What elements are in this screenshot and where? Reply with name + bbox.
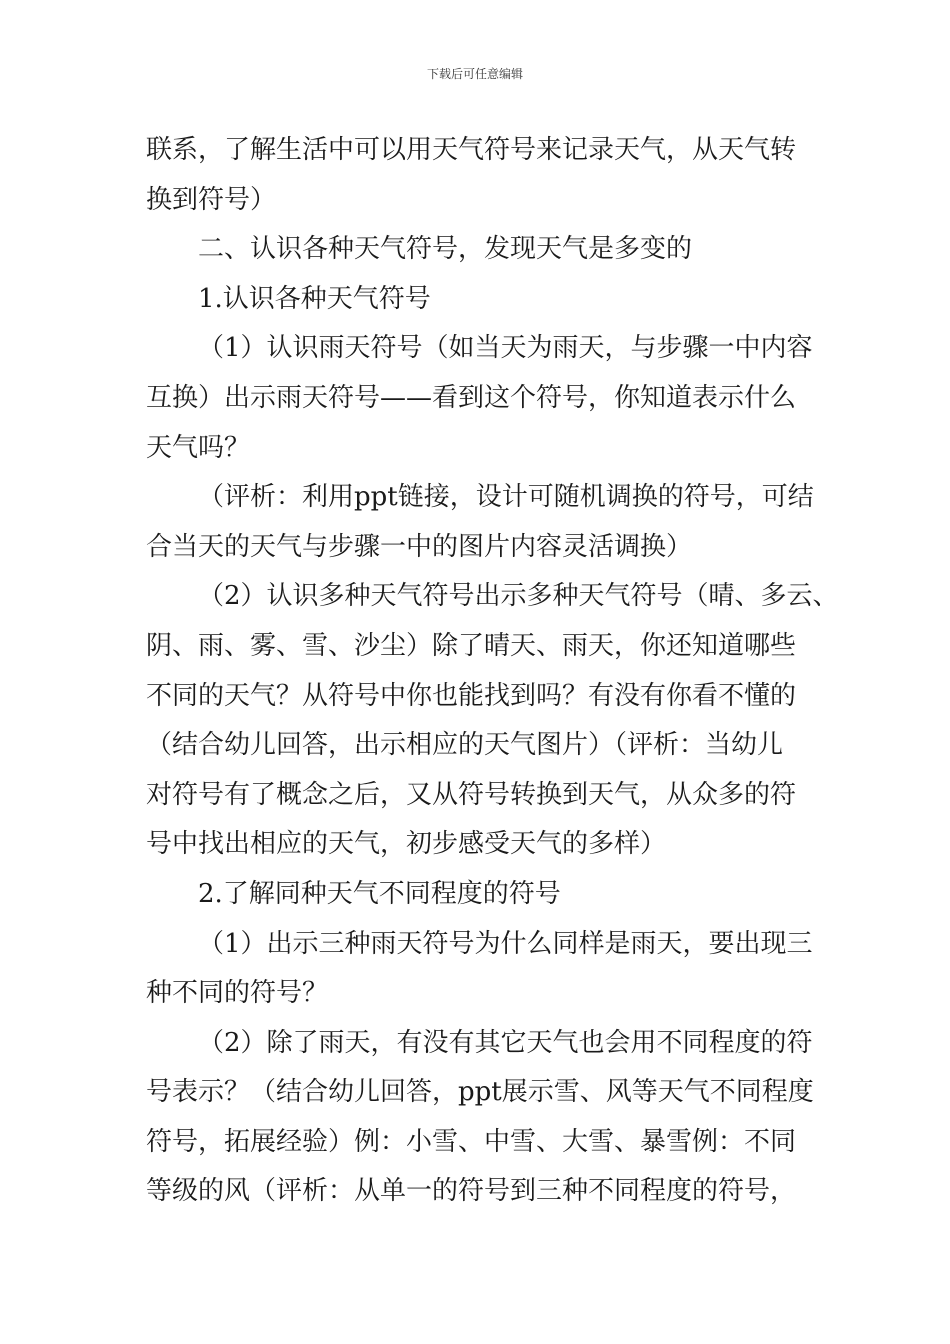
- text-line: 对符号有了概念之后，又从符号转换到天气，从众多的符: [146, 779, 797, 810]
- text-line: 号中找出相应的天气，初步感受天气的多样）: [146, 829, 667, 860]
- text-line: 1.认识各种天气符号: [198, 283, 431, 314]
- text-line: 互换）出示雨天符号——看到这个符号，你知道表示什么: [146, 382, 797, 413]
- text-line: 天气吗？: [146, 432, 251, 463]
- text-line: （评析：利用ppt链接，设计可随机调换的符号，可结: [198, 482, 814, 513]
- text-line: （2）除了雨天，有没有其它天气也会用不同程度的符: [198, 1027, 813, 1058]
- text-line: 合当天的天气与步骤一中的图片内容灵活调换）: [146, 531, 693, 562]
- text-line: （2）认识多种天气符号出示多种天气符号（晴、多云、: [198, 581, 839, 612]
- text-line: （1）出示三种雨天符号为什么同样是雨天，要出现三: [198, 928, 813, 959]
- text-line: 种不同的符号？: [146, 978, 329, 1009]
- page-header: 下载后可任意编辑: [426, 67, 523, 81]
- text-line: 阴、雨、雾、雪、沙尘）除了晴天、雨天，你还知道哪些: [146, 630, 797, 661]
- text-line: 号表示？（结合幼儿回答，ppt展示雪、风等天气不同程度: [146, 1077, 814, 1108]
- text-line: 二、认识各种天气符号，发现天气是多变的: [198, 234, 693, 265]
- text-line: （结合幼儿回答，出示相应的天气图片）（评析：当幼儿: [146, 730, 784, 761]
- text-line: 不同的天气？从符号中你也能找到吗？有没有你看不懂的: [146, 680, 797, 711]
- text-line: 2.了解同种天气不同程度的符号: [198, 878, 561, 909]
- text-line: 符号，拓展经验）例：小雪、中雪、大雪、暴雪例：不同: [146, 1126, 797, 1157]
- text-line: 等级的风（评析：从单一的符号到三种不同程度的符号，: [146, 1176, 797, 1207]
- text-line: （1）认识雨天符号（如当天为雨天，与步骤一中内容: [198, 333, 813, 364]
- text-line: 换到符号）: [146, 184, 277, 215]
- document-body: [146, 126, 839, 1217]
- text-line: 联系，了解生活中可以用天气符号来记录天气，从天气转: [146, 135, 797, 165]
